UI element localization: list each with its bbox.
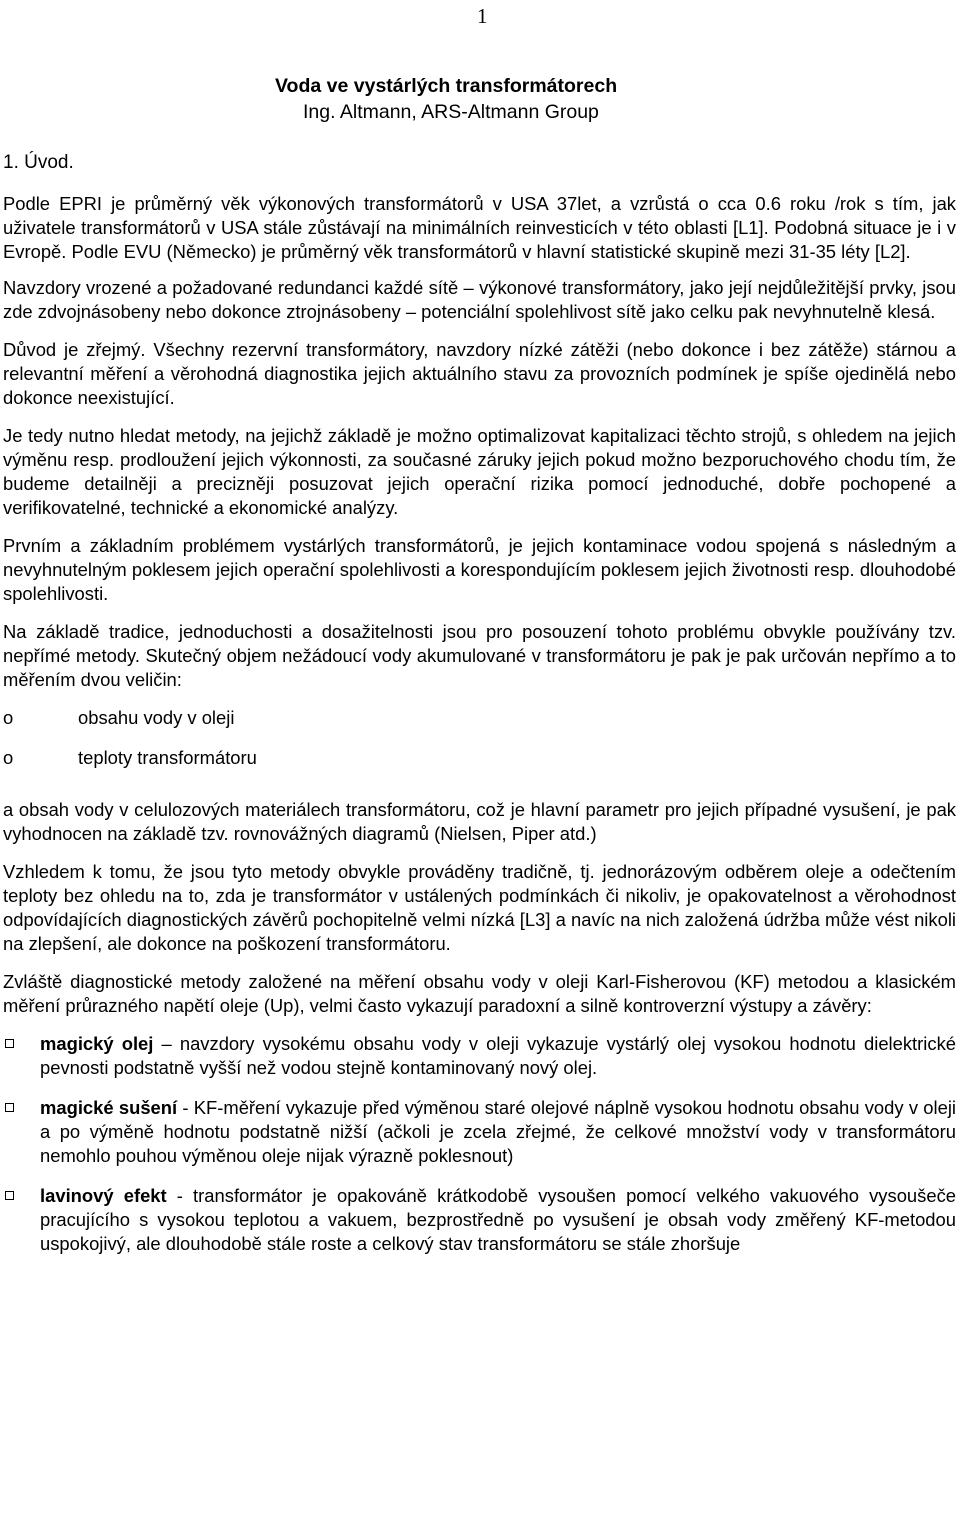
document-author: Ing. Altmann, ARS-Altmann Group xyxy=(303,101,599,123)
square-bullet-icon xyxy=(5,1039,14,1048)
list-item-text: - transformátor je opakováně krátkodobě vysoušen pomocí velkého vakuového vysoušeče pracujícího s vysokou teplotou a vakuem, bezprostředně po vysušení je obsah vody změřený KF-metodou uspokojivý, ale dlouhodobě stále roste a celkový stav transformátoru se stále zhoršuje xyxy=(40,1185,956,1254)
list-item-term: lavinový efekt xyxy=(40,1185,167,1206)
list-item xyxy=(3,706,956,746)
paragraph: Zvláště diagnostické metody založené na měření obsahu vody v oleji Karl-Fisherovou (KF) metodou a klasickém měření průrazného napětí oleje (Up), velmi často vykazují paradoxní a silně kontroverzní výstupy a závěry: xyxy=(3,971,956,1016)
list-item-text: teploty transformátoru xyxy=(78,747,257,768)
list-item-term: magické sušení xyxy=(40,1097,178,1118)
body-text xyxy=(3,192,956,1272)
page-number: 1 xyxy=(477,4,488,28)
square-bullet-icon xyxy=(5,1103,14,1112)
circle-bullet: o xyxy=(3,747,14,768)
paragraph: Je tedy nutno hledat metody, na jejichž základě je možno optimalizovat kapitalizaci těchto strojů, s ohledem na jejich výměnu resp. prodloužení jejich výkonnosti, za současné záruky jejich pokud možno bezporuchového chodu tím, že budeme detailněji a precizněji posuzovat jejich operační rizika pomocí jednoduché, dobře pochopené a verifikovatelné, technické a ekonomické analýzy. xyxy=(3,425,956,518)
paragraph: Podle EPRI je průměrný věk výkonových transformátorů v USA 37let, a vzrůstá o cca 0.6 roku /rok s tím, jak uživatele transformátorů v USA stále zůstávají na minimálních reinvesticích v této oblasti [L1]. Podobná situace je i v Evropě. Podle EVU (Německo) je průměrný věk transformátorů v hlavní statistické skupině mezi 31-35 léty [L2]. xyxy=(3,193,956,262)
paradox-list xyxy=(3,1032,956,1256)
document-title: Voda ve vystárlých transformátorech xyxy=(275,75,618,97)
paragraph: a obsah vody v celulozových materiálech transformátoru, což je hlavní parametr pro jejich případné vysušení, je pak vyhodnocen na základě tzv. rovnovážných diagramů (Nielsen, Piper atd.) xyxy=(3,799,956,844)
paragraph: Navzdory vrozené a požadované redundanci každé sítě – výkonové transformátory, jako její nejdůležitější prvky, jsou zde zdvojnásobeny nebo dokonce ztrojnásobeny – potenciální spolehlivost sítě jako celku pak nevyhnutelně klesá. xyxy=(3,277,956,322)
paragraph: Na základě tradice, jednoduchosti a dosažitelnosti jsou pro posouzení tohoto problému obvykle používány tzv. nepřímé metody. Skutečný objem nežádoucí vody akumulované v transformátoru je pak je pak určován nepřímo a to měřením dvou veličin: xyxy=(3,621,956,690)
section-heading: 1. Úvod. xyxy=(3,152,74,173)
square-bullet-icon xyxy=(5,1191,14,1200)
list-item-text: obsahu vody v oleji xyxy=(78,707,235,728)
list-item-text: - KF-měření vykazuje před výměnou staré olejové náplně vysokou hodnotu obsahu vody v oleji a po výměně hodnotu podstatně nižší (ačkoli je zcela zřejmé, že celkové množství vody v transformátoru nemohlo pouhou výměnou oleje nijak výrazně poklesnout) xyxy=(40,1097,956,1166)
measurement-list xyxy=(3,706,956,786)
list-item xyxy=(3,1096,956,1168)
list-item xyxy=(3,1032,956,1080)
list-item-text: – navzdory vysokému obsahu vody v oleji vykazuje vystárlý olej vysokou hodnotu dielektrické pevnosti podstatně vyšší než vodou stejně kontaminovaný nový olej. xyxy=(40,1033,956,1078)
paragraph: Vzhledem k tomu, že jsou tyto metody obvykle prováděny tradičně, tj. jednorázovým odběrem oleje a odečtením teploty bez ohledu na to, zda je transformátor v ustálených podmínkách či nikoliv, je opakovatelnost a věrohodnost odpovídajících diagnostických závěrů pochopitelně velmi nízká [L3] a navíc na nich založená údržba může vést nikoli na zlepšení, ale dokonce na poškození transformátoru. xyxy=(3,861,956,954)
list-item-term: magický olej xyxy=(40,1033,154,1054)
paragraph: Prvním a základním problémem vystárlých transformátorů, je jejich kontaminace vodou spojená s následným a nevyhnutelným poklesem jejich operační spolehlivosti a korespondujícím poklesem jejich životnosti resp. dlouhodobé spolehlivosti. xyxy=(3,535,956,604)
circle-bullet: o xyxy=(3,707,14,728)
list-item xyxy=(3,746,956,786)
paragraph: Důvod je zřejmý. Všechny rezervní transformátory, navzdory nízké zátěži (nebo dokonce i bez zátěže) stárnou a relevantní měření a věrohodná diagnostika jejich aktuálního stavu za provozních podmínek je spíše ojedinělá nebo dokonce neexistující. xyxy=(3,339,956,408)
list-item xyxy=(3,1184,956,1256)
